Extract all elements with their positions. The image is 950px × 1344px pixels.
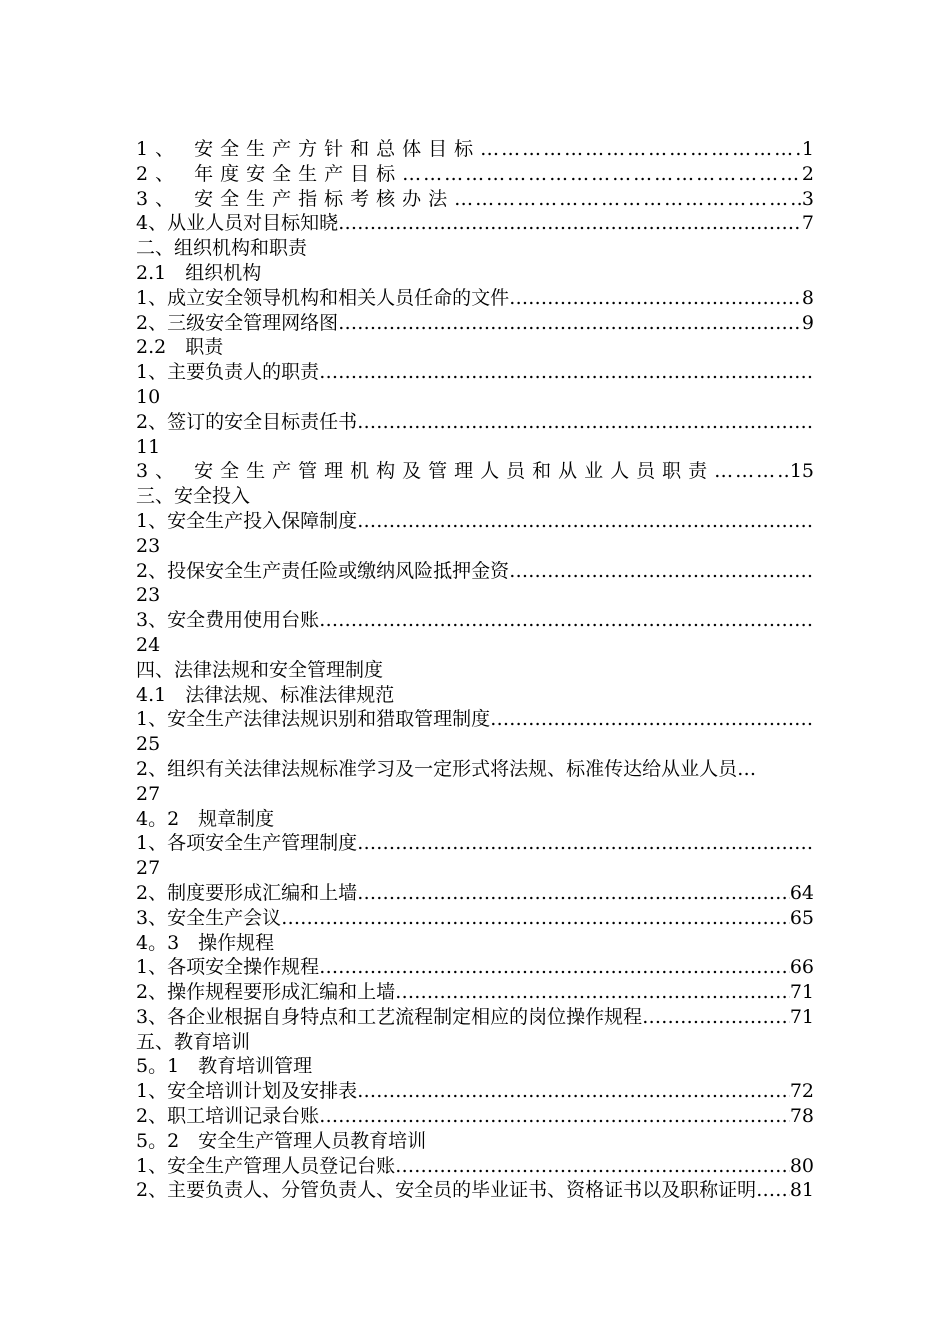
toc-leader-dots bbox=[357, 410, 814, 435]
toc-entry-title: 1、主要负责人的职责 bbox=[136, 361, 320, 384]
toc-entry bbox=[136, 162, 814, 187]
toc-entry bbox=[136, 980, 814, 1005]
toc-entry-title: 1、各项安全生产管理制度 bbox=[136, 832, 358, 855]
toc-entry-title: 1、安全培训计划及安排表 bbox=[136, 1080, 358, 1103]
toc-leader-dots bbox=[319, 1104, 790, 1129]
toc-entry-title: 2、三级安全管理网络图 bbox=[136, 311, 339, 334]
toc-page-number: 81 bbox=[789, 1179, 814, 1202]
toc-page-number: 2 bbox=[801, 162, 814, 185]
toc-entry bbox=[136, 608, 814, 633]
toc-entry bbox=[136, 1178, 814, 1203]
toc-entry bbox=[136, 509, 814, 534]
toc-page-number: 3 bbox=[801, 187, 814, 210]
toc-entry bbox=[136, 137, 814, 162]
toc-entry bbox=[136, 459, 814, 484]
toc-entry-title: 1、 安全生产方针和总体目标 bbox=[136, 138, 481, 160]
toc-entry bbox=[136, 1104, 814, 1129]
toc-heading: 4。2 规章制度 bbox=[136, 807, 275, 830]
toc-heading: 11 bbox=[136, 435, 161, 458]
toc-leader-dots bbox=[395, 1154, 790, 1179]
toc-page-number: 7 bbox=[801, 212, 814, 235]
toc-page-number: 1 bbox=[801, 138, 814, 160]
toc-page-number: 64 bbox=[789, 881, 814, 904]
toc-entry-title: 2、制度要形成汇编和上墙 bbox=[136, 881, 358, 904]
toc-page-number: 72 bbox=[789, 1080, 814, 1103]
toc-entry bbox=[136, 906, 814, 931]
toc-page-number: 80 bbox=[789, 1154, 814, 1177]
toc-heading: 27 bbox=[136, 782, 161, 805]
toc-entry bbox=[136, 286, 814, 311]
toc-entry bbox=[136, 831, 814, 856]
toc-entry-title: 1、安全生产法律法规识别和猎取管理制度 bbox=[136, 708, 491, 731]
toc-leader-dots bbox=[338, 211, 802, 236]
toc-heading: 4.1 法律法规、标准法律规范 bbox=[136, 683, 395, 706]
toc-entry-title: 1、各项安全操作规程 bbox=[136, 956, 320, 979]
toc-page-number: 66 bbox=[789, 956, 814, 979]
toc-leader-dots bbox=[338, 311, 802, 336]
toc-page-number: 71 bbox=[789, 1005, 814, 1028]
toc-leader-dots bbox=[490, 707, 814, 732]
toc-entry bbox=[136, 211, 814, 236]
toc-entry-title: 3、 安全生产管理机构及管理人员和从业人员职责 bbox=[136, 460, 715, 483]
toc-entry-title: 3、 安全生产指标考核办法 bbox=[136, 187, 455, 210]
toc-page-number: 71 bbox=[789, 981, 814, 1004]
toc-heading: 三、安全投入 bbox=[136, 485, 251, 508]
toc-entry bbox=[136, 707, 814, 732]
toc-entry-title: 1、安全生产投入保障制度 bbox=[136, 509, 358, 532]
toc-heading: 10 bbox=[136, 385, 161, 408]
toc-entry-title: 2、操作规程要形成汇编和上墙 bbox=[136, 981, 396, 1004]
toc-entry-title: 2、 年度安全生产目标 bbox=[136, 162, 403, 185]
toc-leader-dots bbox=[357, 509, 814, 534]
toc-page-number: 65 bbox=[789, 906, 814, 929]
toc-leader-dots bbox=[319, 360, 814, 385]
toc-leader-dots bbox=[402, 162, 802, 187]
toc-entry bbox=[136, 559, 814, 584]
toc-heading: 五、教育培训 bbox=[136, 1030, 251, 1053]
toc-page-number: 78 bbox=[789, 1105, 814, 1128]
toc-heading: 2、组织有关法律法规标准学习及一定形式将法规、标准传达给从业人员… bbox=[136, 757, 757, 780]
toc-leader-dots bbox=[642, 1005, 790, 1030]
toc-entry-title: 2、签订的安全目标责任书 bbox=[136, 410, 358, 433]
toc-entry-title: 2、主要负责人、分管负责人、安全员的毕业证书、资格证书以及职称证明 bbox=[136, 1179, 757, 1202]
toc-heading: 23 bbox=[136, 584, 161, 607]
toc-entry-title: 3、安全费用使用台账 bbox=[136, 609, 320, 632]
toc-leader-dots bbox=[281, 906, 790, 931]
toc-heading: 5。1 教育培训管理 bbox=[136, 1055, 313, 1078]
toc-entry-title: 2、职工培训记录台账 bbox=[136, 1105, 320, 1128]
toc-leader-dots bbox=[714, 459, 790, 484]
toc-entry-title: 3、安全生产会议 bbox=[136, 906, 282, 929]
toc-leader-dots bbox=[357, 881, 790, 906]
toc-page-number: 9 bbox=[801, 311, 814, 334]
toc-leader-dots bbox=[509, 286, 802, 311]
toc-heading: 2.1 组织机构 bbox=[136, 261, 262, 284]
toc-leader-dots bbox=[480, 137, 802, 162]
toc-leader-dots bbox=[756, 1178, 790, 1203]
toc-leader-dots bbox=[357, 831, 814, 856]
toc-entry-title: 4、从业人员对目标知晓 bbox=[136, 212, 339, 235]
toc-leader-dots bbox=[454, 187, 802, 212]
toc-page-number: 15 bbox=[789, 460, 814, 483]
toc-leader-dots bbox=[357, 1079, 790, 1104]
toc-heading: 二、组织机构和职责 bbox=[136, 237, 308, 260]
toc-leader-dots bbox=[319, 955, 790, 980]
toc-heading: 24 bbox=[136, 633, 161, 656]
toc-entry bbox=[136, 1005, 814, 1030]
toc-heading: 4。3 操作规程 bbox=[136, 931, 275, 954]
toc-entry bbox=[136, 1079, 814, 1104]
toc-leader-dots bbox=[319, 608, 814, 633]
toc-entry-title: 1、成立安全领导机构和相关人员任命的文件 bbox=[136, 286, 510, 309]
toc-entry bbox=[136, 187, 814, 212]
toc-heading: 四、法律法规和安全管理制度 bbox=[136, 658, 384, 681]
toc-heading: 2.2 职责 bbox=[136, 336, 224, 359]
toc-heading: 23 bbox=[136, 534, 161, 557]
toc-heading: 5。2 安全生产管理人员教育培训 bbox=[136, 1129, 427, 1152]
toc-entry bbox=[136, 881, 814, 906]
toc-entry bbox=[136, 955, 814, 980]
toc-heading: 27 bbox=[136, 857, 161, 880]
toc-leader-dots bbox=[395, 980, 790, 1005]
toc-entry-title: 1、安全生产管理人员登记台账 bbox=[136, 1154, 396, 1177]
toc-entry bbox=[136, 360, 814, 385]
toc-leader-dots bbox=[509, 559, 814, 584]
toc-heading: 25 bbox=[136, 733, 161, 756]
toc-entry-title: 3、各企业根据自身特点和工艺流程制定相应的岗位操作规程 bbox=[136, 1005, 643, 1028]
table-of-contents bbox=[136, 137, 814, 1203]
toc-page-number: 8 bbox=[801, 286, 814, 309]
toc-entry bbox=[136, 311, 814, 336]
toc-entry-title: 2、投保安全生产责任险或缴纳风险抵押金资 bbox=[136, 559, 510, 582]
toc-entry bbox=[136, 410, 814, 435]
toc-entry bbox=[136, 1154, 814, 1179]
